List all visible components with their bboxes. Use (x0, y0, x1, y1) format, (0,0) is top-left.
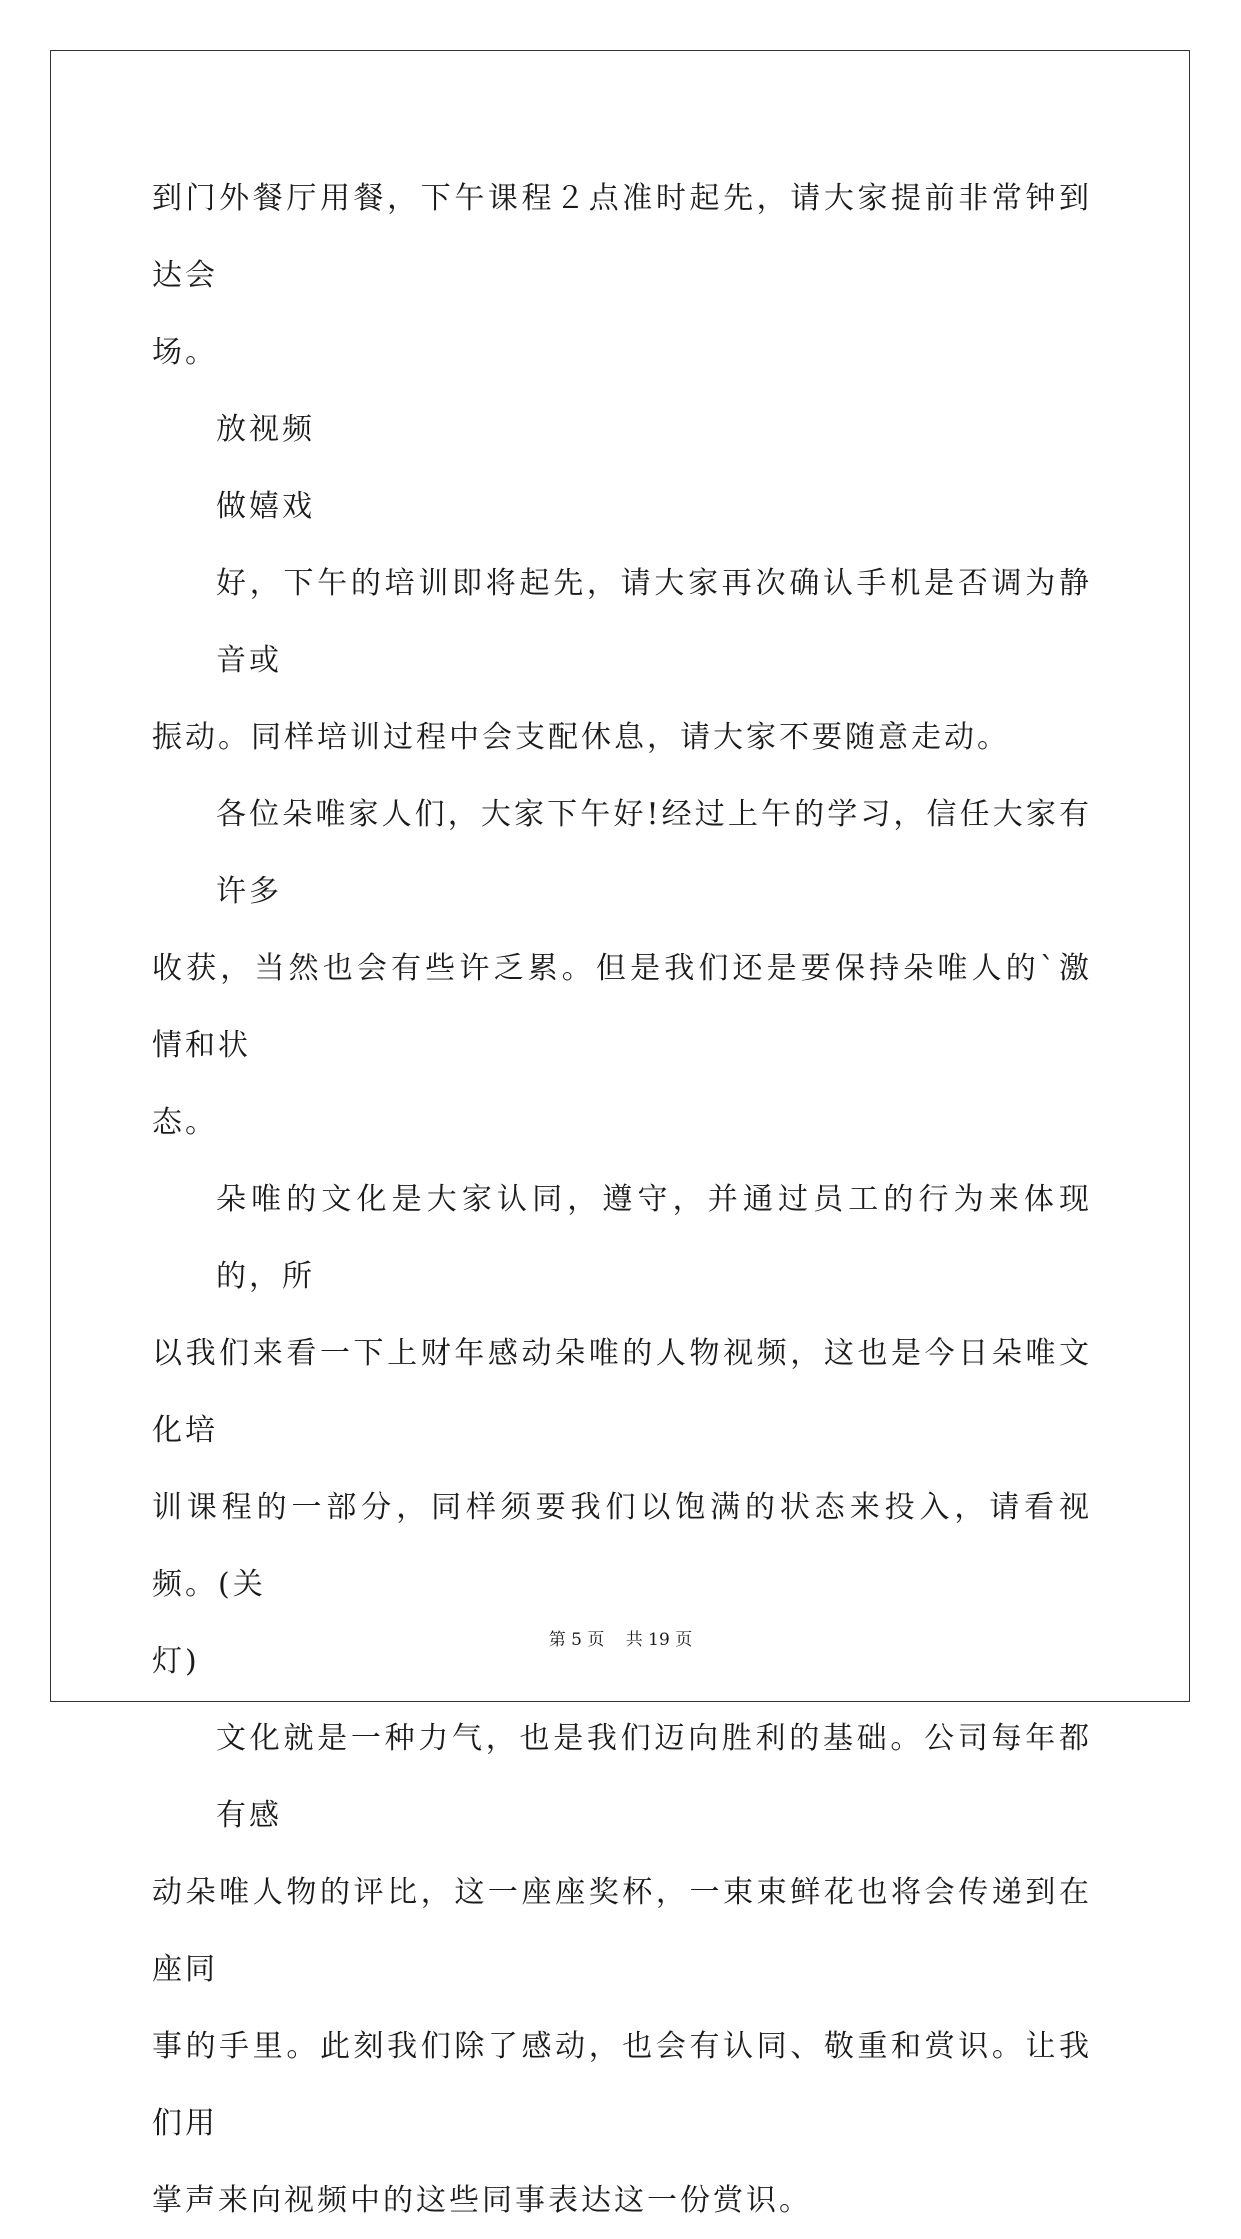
text-line: 收获，当然也会有些许乏累。但是我们还是要保持朵唯人的`激情和状 (152, 951, 1092, 1063)
paragraph (152, 468, 1092, 545)
text-line: 场。 (152, 335, 218, 370)
text-line: 文化就是一种力气，也是我们迈向胜利的基础。公司每年都有感 (216, 1721, 1092, 1833)
text-line: 好，下午的培训即将起先，请大家再次确认手机是否调为静音或 (216, 566, 1092, 678)
text-line: 事的手里。此刻我们除了感动，也会有认同、敬重和赏识。让我们用 (152, 2029, 1092, 2141)
text-line: 态。 (152, 1105, 218, 1140)
text-line: 掌声来向视频中的这些同事表达这一份赏识。 (152, 2183, 812, 2218)
page-footer (0, 1625, 1241, 1650)
document-body (152, 160, 1092, 2239)
text-line: 振动。同样培训过程中会支配休息，请大家不要随意走动。 (152, 720, 1010, 755)
text-line: 各位朵唯家人们，大家下午好!经过上午的学习，信任大家有许多 (216, 797, 1092, 909)
text-line: 动朵唯人物的评比，这一座座奖杯，一束束鲜花也将会传递到在座同 (152, 1875, 1092, 1987)
text-line: 做嬉戏 (216, 489, 315, 524)
text-line: 到门外餐厅用餐，下午课程２点准时起先，请大家提前非常钟到达会 (152, 181, 1092, 293)
paragraph (152, 545, 1092, 776)
page-total: 共 19 页 (625, 1630, 693, 1650)
text-line: 训课程的一部分，同样须要我们以饱满的状态来投入，请看视频。(关 (152, 1490, 1092, 1602)
text-line: 朵唯的文化是大家认同，遵守，并通过员工的行为来体现的，所 (216, 1182, 1092, 1294)
text-line: 灯) (152, 1644, 200, 1679)
paragraph (152, 1161, 1092, 1700)
paragraph (152, 1700, 1092, 2239)
text-line: 放视频 (216, 412, 315, 447)
paragraph (152, 776, 1092, 1161)
page-number: 第 5 页 (548, 1630, 605, 1650)
paragraph (152, 160, 1092, 391)
paragraph (152, 391, 1092, 468)
text-line: 以我们来看一下上财年感动朵唯的人物视频，这也是今日朵唯文化培 (152, 1336, 1092, 1448)
